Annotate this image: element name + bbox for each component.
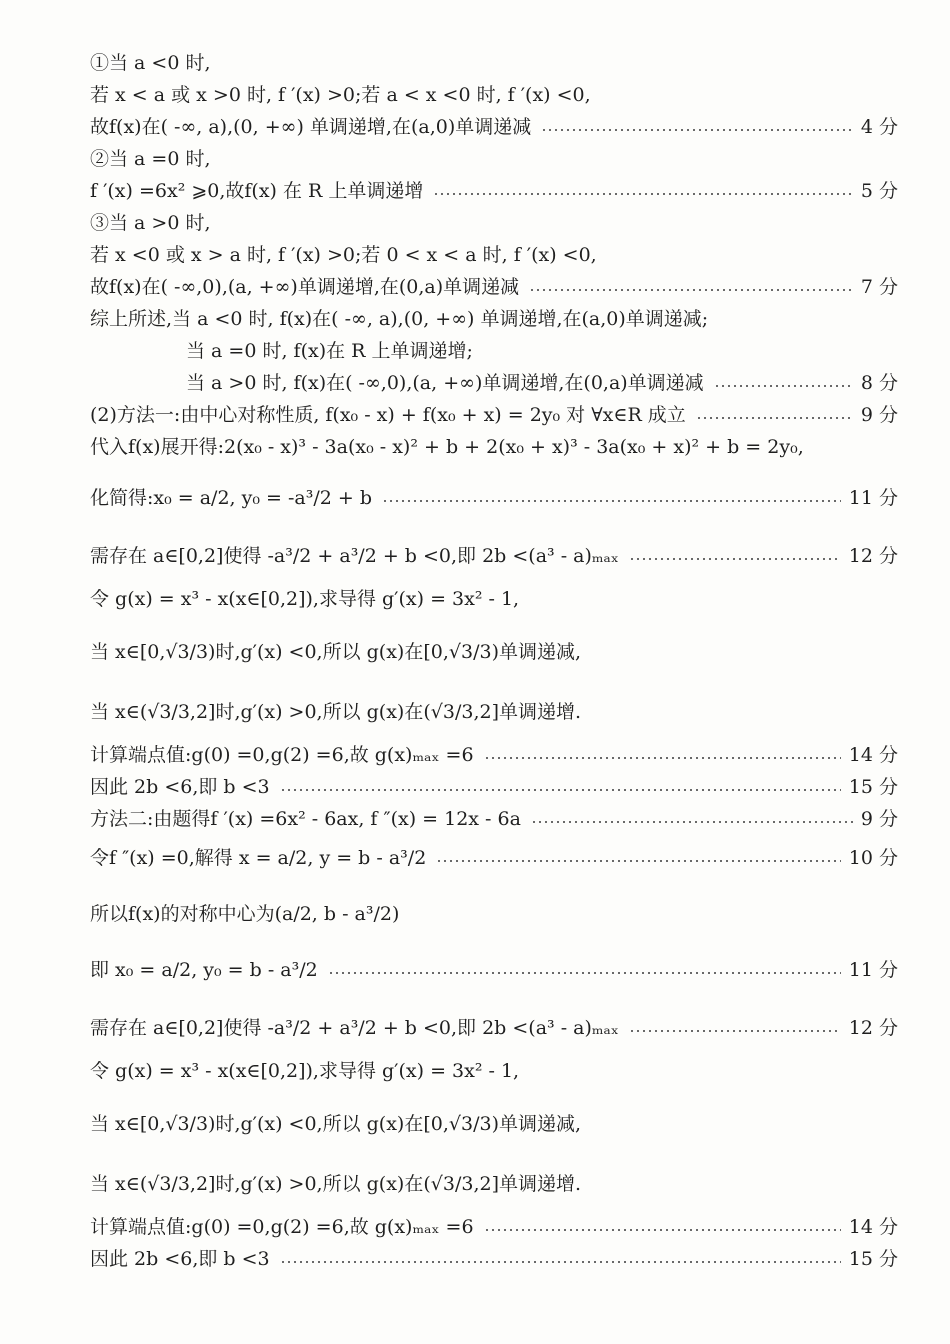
- solution-line: [90, 636, 898, 670]
- score-points: 10 分: [848, 847, 898, 870]
- line-text: 代入f(x)展开得:2(x₀ - x)³ - 3a(x₀ - x)² + b + 2(x₀ + x)³ - 3a(x₀ + x)² + b = 2y₀,: [90, 437, 804, 459]
- solution-line: [90, 244, 898, 268]
- solution-line: [90, 1012, 898, 1046]
- score-points: 14 分: [848, 744, 898, 767]
- dot-leader: [484, 1229, 841, 1231]
- line-text: 当 a =0 时, f(x)在 R 上单调递增;: [186, 341, 473, 363]
- score-points: 12 分: [848, 1017, 898, 1040]
- solution-line: [90, 540, 898, 574]
- score-points: 11 分: [848, 959, 898, 982]
- solution-line: [90, 212, 898, 236]
- dot-leader: [280, 789, 841, 791]
- dot-leader: [436, 860, 841, 862]
- solution-line: [90, 180, 898, 204]
- score-points: 9 分: [860, 808, 898, 831]
- line-text: 综上所述,当 a <0 时, f(x)在( -∞, a),(0, +∞) 单调递增,在(a,0)单调递减;: [90, 309, 709, 331]
- dot-leader: [531, 821, 853, 823]
- line-text: 若 x < a 或 x >0 时, f ′(x) >0;若 a < x <0 时, f ′(x) <0,: [90, 85, 591, 107]
- line-text: 当 a >0 时, f(x)在( -∞,0),(a, +∞)单调递增,在(0,a)单调递减: [186, 373, 704, 395]
- line-text: 令 g(x) = x³ - x(x∈[0,2]),求导得 g′(x) = 3x² - 1,: [90, 589, 520, 611]
- line-text: 因此 2b <6,即 b <3: [90, 1249, 270, 1271]
- score-points: 11 分: [848, 487, 898, 510]
- solution-line: [90, 1216, 898, 1240]
- solution-line: [90, 842, 898, 876]
- line-text: 令 g(x) = x³ - x(x∈[0,2]),求导得 g′(x) = 3x² - 1,: [90, 1061, 520, 1083]
- solution-line: [90, 340, 898, 364]
- line-text: 计算端点值:g(0) =0,g(2) =6,故 g(x)ₘₐₓ =6: [90, 745, 474, 767]
- solution-line: [90, 744, 898, 768]
- line-text: 故f(x)在( -∞, a),(0, +∞) 单调递增,在(a,0)单调递减: [90, 117, 532, 139]
- line-text: ②当 a =0 时,: [90, 149, 211, 171]
- score-points: 5 分: [860, 180, 898, 203]
- dot-leader: [529, 289, 853, 291]
- solution-line: [90, 954, 898, 988]
- solution-line: [90, 404, 898, 428]
- dot-leader: [629, 558, 841, 560]
- score-points: 7 分: [860, 276, 898, 299]
- line-text: ①当 a <0 时,: [90, 53, 211, 75]
- solution-line: [90, 588, 898, 612]
- line-text: 所以f(x)的对称中心为(a/2, b - a³/2): [90, 904, 400, 926]
- line-text: (2)方法一:由中心对称性质, f(x₀ - x) + f(x₀ + x) = 2y₀ 对 ∀x∈R 成立: [90, 405, 686, 427]
- score-points: 9 分: [860, 404, 898, 427]
- line-text: 若 x <0 或 x > a 时, f ′(x) >0;若 0 < x < a 时, f ′(x) <0,: [90, 245, 597, 267]
- dot-leader: [629, 1030, 841, 1032]
- score-points: 8 分: [860, 372, 898, 395]
- score-points: 14 分: [848, 1216, 898, 1239]
- dot-leader: [433, 193, 852, 195]
- line-text: 需存在 a∈[0,2]使得 -a³/2 + a³/2 + b <0,即 2b <(a³ - a)ₘₐₓ: [90, 1018, 619, 1040]
- dot-leader: [696, 417, 853, 419]
- solution-line: [90, 372, 898, 396]
- solution-line: [90, 898, 898, 932]
- line-text: 方法二:由题得f ′(x) =6x² - 6ax, f ″(x) = 12x - 6a: [90, 809, 521, 831]
- solution-line: [90, 1108, 898, 1142]
- line-text: 计算端点值:g(0) =0,g(2) =6,故 g(x)ₘₐₓ =6: [90, 1217, 474, 1239]
- solution-line: [90, 482, 898, 516]
- solution-line: [90, 276, 898, 300]
- solution-line: [90, 1168, 898, 1202]
- dot-leader: [328, 972, 841, 974]
- line-text: ③当 a >0 时,: [90, 213, 211, 235]
- score-points: 15 分: [848, 1248, 898, 1271]
- line-text: 故f(x)在( -∞,0),(a, +∞)单调递增,在(0,a)单调递减: [90, 277, 520, 299]
- score-points: 4 分: [860, 116, 898, 139]
- solution-line: [90, 116, 898, 140]
- line-text: 因此 2b <6,即 b <3: [90, 777, 270, 799]
- solution-line: [90, 308, 898, 332]
- line-text: 化简得:x₀ = a/2, y₀ = -a³/2 + b: [90, 488, 372, 510]
- solution-line: [90, 148, 898, 172]
- solution-line: [90, 1248, 898, 1272]
- solution-line: [90, 776, 898, 800]
- solution-line: [90, 436, 898, 460]
- line-text: 当 x∈[0,√3/3)时,g′(x) <0,所以 g(x)在[0,√3/3)单调递减,: [90, 642, 582, 664]
- line-text: 当 x∈(√3/3,2]时,g′(x) >0,所以 g(x)在(√3/3,2]单调递增.: [90, 1174, 582, 1196]
- line-text: 需存在 a∈[0,2]使得 -a³/2 + a³/2 + b <0,即 2b <(a³ - a)ₘₐₓ: [90, 546, 619, 568]
- solution-line: [90, 1060, 898, 1084]
- line-text: 当 x∈[0,√3/3)时,g′(x) <0,所以 g(x)在[0,√3/3)单调递减,: [90, 1114, 582, 1136]
- dot-leader: [541, 129, 853, 131]
- score-points: 12 分: [848, 545, 898, 568]
- solution-line: [90, 808, 898, 832]
- line-text: 即 x₀ = a/2, y₀ = b - a³/2: [90, 960, 318, 982]
- dot-leader: [484, 757, 841, 759]
- dot-leader: [714, 385, 853, 387]
- line-text: 令f ″(x) =0,解得 x = a/2, y = b - a³/2: [90, 848, 427, 870]
- solution-line: [90, 84, 898, 108]
- line-text: f ′(x) =6x² ⩾0,故f(x) 在 R 上单调递增: [90, 181, 424, 203]
- line-text: 当 x∈(√3/3,2]时,g′(x) >0,所以 g(x)在(√3/3,2]单调递增.: [90, 702, 582, 724]
- dot-leader: [280, 1261, 841, 1263]
- solution-line: [90, 696, 898, 730]
- solution-line: [90, 52, 898, 76]
- dot-leader: [382, 500, 841, 502]
- score-points: 15 分: [848, 776, 898, 799]
